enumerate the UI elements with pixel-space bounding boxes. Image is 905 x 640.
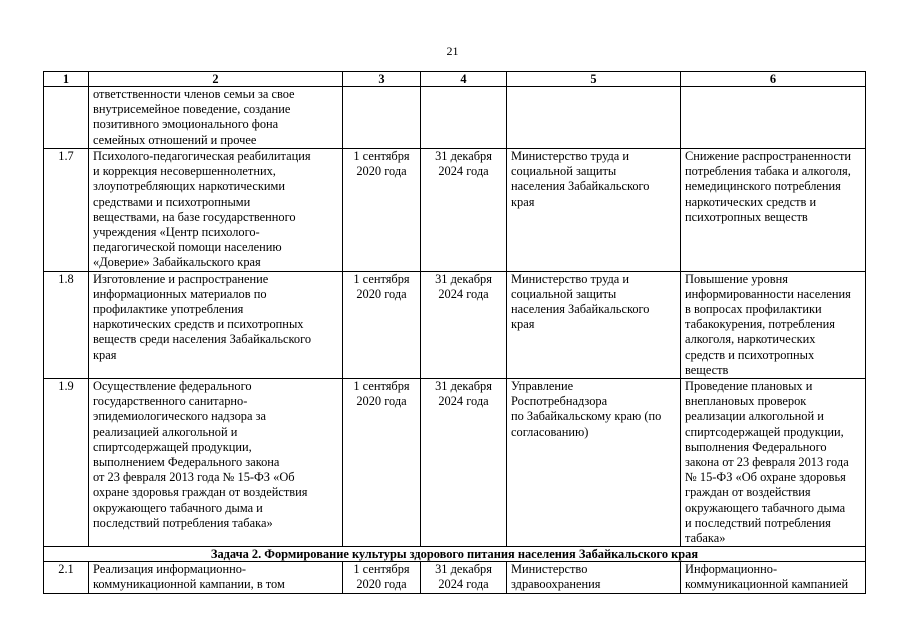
measure-description-line: злоупотребляющих наркотическими xyxy=(93,179,285,194)
expected-result-line: Повышение уровня xyxy=(685,271,788,286)
expected-result-line: табакокурения, потребления xyxy=(685,317,835,332)
expected-result-line: информированности населения xyxy=(685,286,851,301)
measure-description-line: информационных материалов по xyxy=(93,286,267,301)
expected-result xyxy=(681,149,866,272)
start-date-line: 2020 года xyxy=(356,286,407,301)
end-date-line: 31 декабря xyxy=(435,271,492,286)
start-date xyxy=(343,271,421,378)
executor-line: населения Забайкальского xyxy=(511,179,650,194)
start-date xyxy=(343,149,421,272)
expected-result-line: выполнения Федерального xyxy=(685,439,827,454)
expected-result-line: закона от 23 февраля 2013 года xyxy=(685,455,849,470)
executor xyxy=(507,87,681,149)
measure-description-line: коммуникационной кампании, в том xyxy=(93,577,285,592)
executor-line: здравоохранения xyxy=(511,577,601,592)
executor xyxy=(507,149,681,272)
expected-result-line: граждан от воздействия xyxy=(685,485,811,500)
measure-description-line: «Доверие» Забайкальского края xyxy=(93,255,261,270)
task-heading-row xyxy=(44,547,866,562)
measure-description-line: Реализация информационно- xyxy=(93,562,247,577)
expected-result-line: немедицинского потребления xyxy=(685,179,841,194)
start-date-line: 2020 года xyxy=(356,164,407,179)
measure-description-line: государственного санитарно- xyxy=(93,394,248,409)
measure-description-line: внутрисемейное поведение, создание xyxy=(93,102,291,117)
measure-description-line: Психолого-педагогическая реабилитация xyxy=(93,149,311,163)
expected-result-line: табака» xyxy=(685,531,726,546)
expected-result-line: средств и психотропных xyxy=(685,347,815,362)
expected-result-line: веществ xyxy=(685,362,729,377)
table-row xyxy=(44,87,866,149)
measure-description xyxy=(89,271,343,378)
executor-line: края xyxy=(511,194,535,209)
measure-description-line: педагогической помощи населению xyxy=(93,240,282,255)
executor-line: по Забайкальскому краю (по xyxy=(511,409,662,424)
measure-description-line: реализацией алкогольной и xyxy=(93,424,238,439)
executor-line: согласованию) xyxy=(511,424,589,439)
expected-result-line: потребления табака и алкоголя, xyxy=(685,164,851,179)
table-row xyxy=(44,149,866,272)
executor-line: социальной защиты xyxy=(511,286,617,301)
end-date-line: 31 декабря xyxy=(435,562,492,577)
measure-description-line: эпидемиологического надзора за xyxy=(93,409,266,424)
end-date-line: 2024 года xyxy=(438,394,489,409)
executor-line: Управление xyxy=(511,379,574,394)
end-date xyxy=(421,379,507,547)
start-date-line: 1 сентября xyxy=(353,271,410,286)
measure-description xyxy=(89,149,343,272)
measure-description xyxy=(89,87,343,149)
executor-line: Министерство труда и xyxy=(511,271,630,286)
executor xyxy=(507,562,681,594)
start-date xyxy=(343,379,421,547)
start-date-line: 1 сентября xyxy=(353,149,410,163)
expected-result-line: наркотических средств и xyxy=(685,194,817,209)
start-date xyxy=(343,562,421,594)
row-number: 1.8 xyxy=(44,271,89,378)
end-date xyxy=(421,149,507,272)
expected-result-line: окружающего табачного дыма xyxy=(685,500,846,515)
start-date-line: 2020 года xyxy=(356,394,407,409)
table-row xyxy=(44,271,866,378)
expected-result-line: Информационно- xyxy=(685,562,778,577)
measure-description-line: профилактике употребления xyxy=(93,302,244,317)
executor xyxy=(507,271,681,378)
expected-result-line: коммуникационной кампанией xyxy=(685,577,849,592)
measure-description-line: охране здоровья граждан от воздействия xyxy=(93,485,308,500)
measure-description xyxy=(89,379,343,547)
measure-description-line: спиртсодержащей продукции, xyxy=(93,439,252,454)
measure-description-line: наркотических средств и психотропных xyxy=(93,317,304,332)
executor-line: населения Забайкальского xyxy=(511,302,650,317)
header-col-3: 3 xyxy=(343,72,421,87)
measure-description-line: средствами и психотропными xyxy=(93,194,251,209)
expected-result-line: в вопросах профилактики xyxy=(685,302,822,317)
start-date-line: 2020 года xyxy=(356,577,407,592)
measure-description-line: веществами, на базе государственного xyxy=(93,209,296,224)
executor-line: Роспотребнадзора xyxy=(511,394,608,409)
measure-description-line: Осуществление федерального xyxy=(93,379,252,394)
executor-line: Министерство xyxy=(511,562,588,577)
executor-line: социальной защиты xyxy=(511,164,617,179)
end-date xyxy=(421,562,507,594)
measure-description-line: ответственности членов семьи за свое xyxy=(93,87,295,101)
end-date-line: 31 декабря xyxy=(435,379,492,394)
header-col-5: 5 xyxy=(507,72,681,87)
table-row xyxy=(44,379,866,547)
measures-table xyxy=(43,71,866,594)
expected-result-line: спиртсодержащей продукции, xyxy=(685,424,844,439)
start-date-line: 1 сентября xyxy=(353,379,410,394)
expected-result-line: Снижение распространенности xyxy=(685,149,852,163)
expected-result xyxy=(681,379,866,547)
expected-result-line: алкоголя, наркотических xyxy=(685,332,816,347)
expected-result xyxy=(681,271,866,378)
measure-description-line: края xyxy=(93,347,117,362)
measure-description-line: и коррекция несовершеннолетних, xyxy=(93,164,276,179)
page-number: 21 xyxy=(446,44,459,58)
end-date-line: 2024 года xyxy=(438,164,489,179)
end-date-line: 2024 года xyxy=(438,577,489,592)
measure-description-line: от 23 февраля 2013 года № 15-ФЗ «Об xyxy=(93,470,295,485)
expected-result-line: психотропных веществ xyxy=(685,209,808,224)
end-date-line: 2024 года xyxy=(438,286,489,301)
measure-description-line: семейных отношений и прочее xyxy=(93,132,257,147)
header-col-2: 2 xyxy=(89,72,343,87)
expected-result-line: реализации алкогольной и xyxy=(685,409,824,424)
measure-description-line: последствий потребления табака» xyxy=(93,515,273,530)
header-col-4: 4 xyxy=(421,72,507,87)
executor xyxy=(507,379,681,547)
row-number xyxy=(44,87,89,149)
row-number: 1.7 xyxy=(44,149,89,272)
expected-result-line: и последствий потребления xyxy=(685,515,831,530)
measure-description-line: веществ среди населения Забайкальского xyxy=(93,332,312,347)
measure-description xyxy=(89,562,343,594)
start-date xyxy=(343,87,421,149)
table-header-row xyxy=(44,72,866,87)
task-heading: Задача 2. Формирование культуры здорового питания населения Забайкальского края xyxy=(44,547,866,562)
measure-description-line: выполнением Федерального закона xyxy=(93,455,280,470)
row-number: 2.1 xyxy=(44,562,89,594)
executor-line: края xyxy=(511,317,535,332)
measure-description-line: Изготовление и распространение xyxy=(93,271,269,286)
expected-result xyxy=(681,562,866,594)
start-date-line: 1 сентября xyxy=(353,562,410,577)
expected-result-line: Проведение плановых и xyxy=(685,379,813,394)
row-number: 1.9 xyxy=(44,379,89,547)
measure-description-line: учреждения «Центр психолого- xyxy=(93,225,260,240)
header-col-1: 1 xyxy=(44,72,89,87)
end-date-line: 31 декабря xyxy=(435,149,492,163)
expected-result-line: № 15-ФЗ «Об охране здоровья xyxy=(685,470,846,485)
end-date xyxy=(421,271,507,378)
table-row xyxy=(44,562,866,594)
executor-line: Министерство труда и xyxy=(511,149,630,163)
measure-description-line: окружающего табачного дыма и xyxy=(93,500,263,515)
measure-description-line: позитивного эмоционального фона xyxy=(93,117,279,132)
end-date xyxy=(421,87,507,149)
expected-result-line: внеплановых проверок xyxy=(685,394,807,409)
header-col-6: 6 xyxy=(681,72,866,87)
expected-result xyxy=(681,87,866,149)
